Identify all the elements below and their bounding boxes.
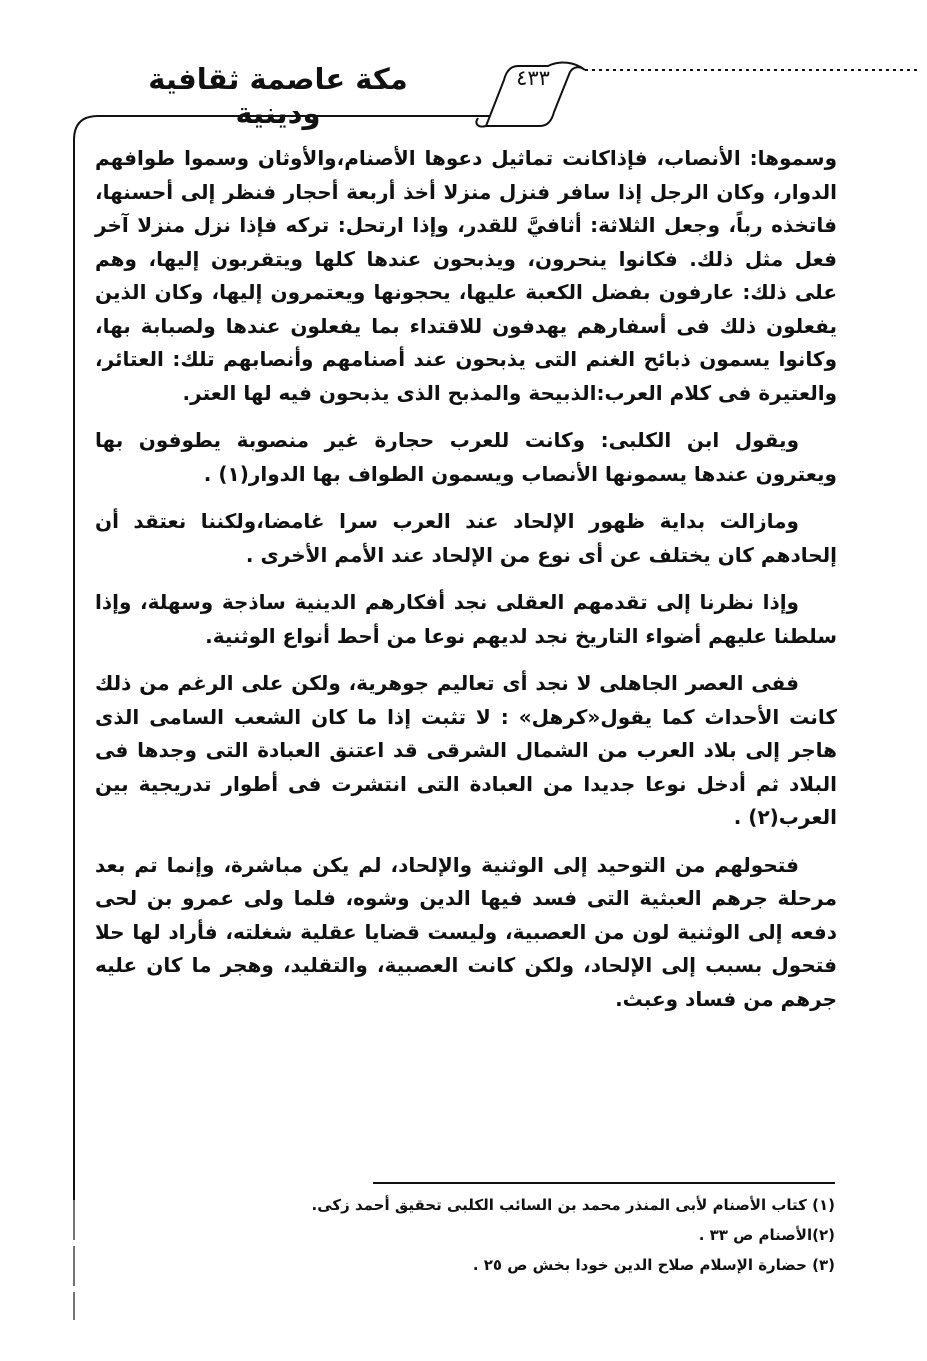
paragraph: وسموها: الأنصاب، فإذاكانت تماثيل دعوها الأصنام،والأوثان وسموا طوافهم الدوار، وكان الرجل إذا سافر فنزل منزلا أخذ أربعة أحجار فنظر إلى أحسنها، فاتخذه رباً، وجعل الثلاثة: أثافيَّ للقدر، وإذا ارتحل: تركه فإذا نزل منزلا آخر فعل مثل ذلك. فكانوا ينحرون، ويذبحون عندها كلها ويتقربون إليها، وهم على ذلك: عارفون بفضل الكعبة عليها، يحجونها ويعتمرون إليها، وكان الذين يفعلون ذلك فى أسفارهم يهدفون للاقتداء بما يفعلون عندها ولصبابة بها، وكانوا يسمون ذبائح الغنم التى يذبحون عند أصنامهم وأنصابهم تلك: العتائر، والعتيرة فى كلام العرب:الذبيحة والمذبح الذى يذبحون فيه لها العتر. <box>95 146 837 405</box>
footnotes <box>300 1190 835 1280</box>
body-text <box>95 142 837 1030</box>
paragraph: وإذا نظرنا إلى تقدمهم العقلى نجد أفكارهم الدينية ساذجة وسهلة، وإذا سلطنا عليهم أضواء التاريخ نجد لديهم نوعا من أحط أنواع الوثنية. <box>95 590 837 648</box>
paragraph: ففى العصر الجاهلى لا نجد أى تعاليم جوهرية، ولكن على الرغم من ذلك كانت الأحداث كما يقول«كرهل» : لا تثبت إذا ما كان الشعب السامى الذى هاجر إلى بلاد العرب من الشمال الشرقى قد اعتنق العبادة التى وجدها فى البلاد ثم أدخل نوعا جديدا من العبادة التى انتشرت فى أطوار تدريجية بين العرب(٢) . <box>95 671 837 829</box>
footnote-separator <box>373 1182 835 1184</box>
footnote: (٣) حضارة الإسلام صلاح الدين خودا بخش ص ٢٥ . <box>472 1256 835 1274</box>
footnote: (١) كتاب الأصنام لأبى المنذر محمد بن السائب الكلبى تحقيق أحمد زكى. <box>311 1196 835 1214</box>
page-number: ٤٣٣ <box>516 66 550 90</box>
paragraph: فتحولهم من التوحيد إلى الوثنية والإلحاد، لم يكن مباشرة، وإنما تم بعد مرحلة جرهم العبثية التى فسد فيها الدين وشوه، فلما ولى عمرو بن لحى دفعه إلى الوثنية لون من العصبية، وليست قضايا عقلية شغلته، فأراد لها حلا فتحول بسبب إلى الإلحاد، ولكن كانت العصبية، والتقليد، وهجر ما كان عليه جرهم من فساد وعبث. <box>95 852 837 1011</box>
footnote: (٢)الأصنام ص ٣٣ . <box>698 1226 835 1244</box>
paragraph: ويقول ابن الكلبى: وكانت للعرب حجارة غير منصوبة يطوفون بها ويعترون عندها يسمونها الأنصاب ويسمون الطواف بها الدوار(١) . <box>95 428 837 486</box>
running-title: مكة عاصمة ثقافية ودينية <box>148 62 408 130</box>
paragraph: ومازالت بداية ظهور الإلحاد عند العرب سرا غامضا،ولكننا نعتقد أن إلحادهم كان يختلف عن أى نوع من الإلحاد عند الأمم الأخرى . <box>95 509 837 567</box>
